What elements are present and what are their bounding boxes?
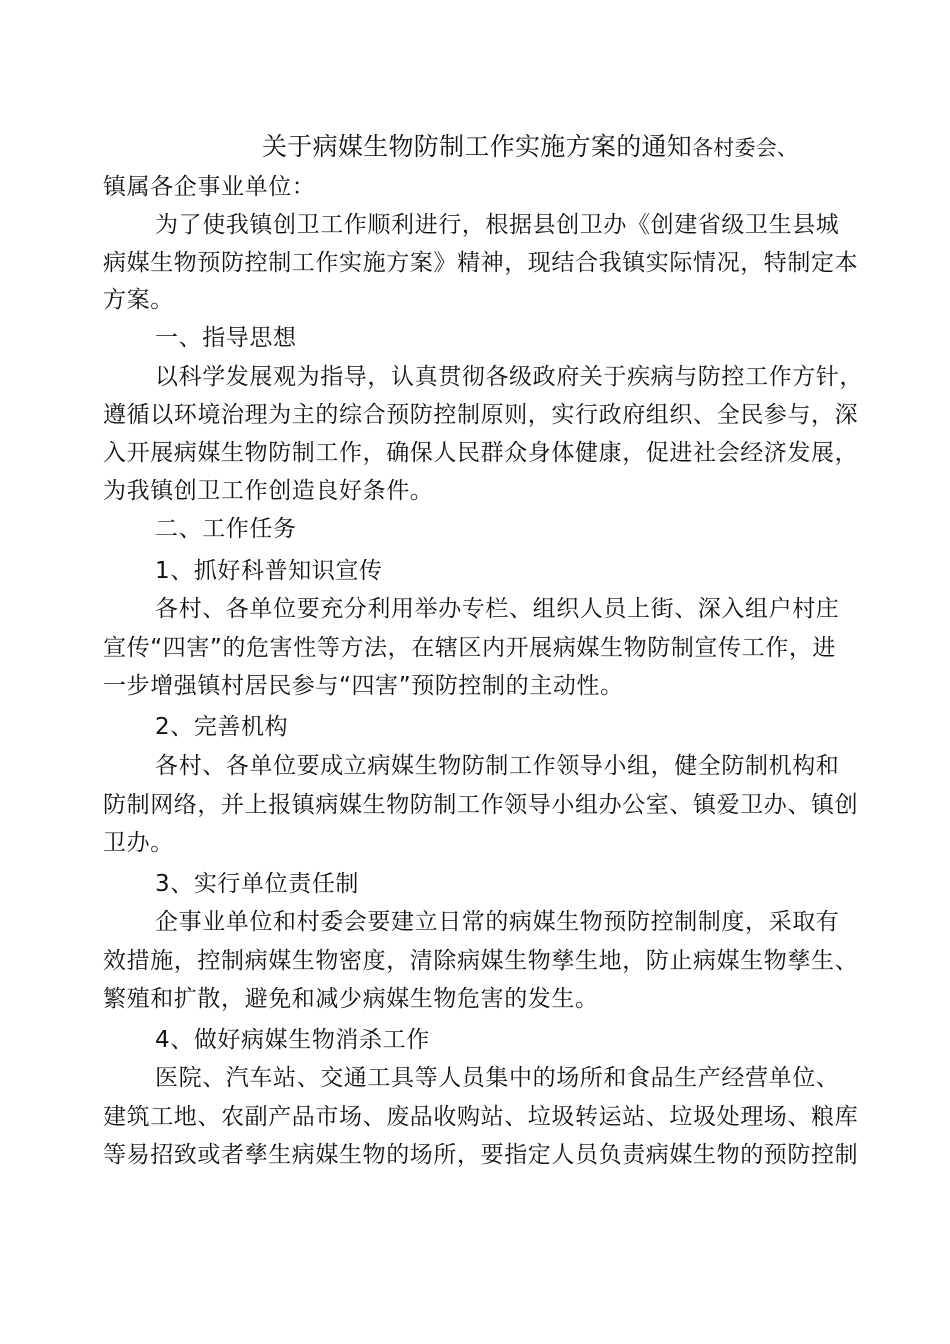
body-line: 宣传“四害”的危害性等方法，在辖区内开展病媒生物防制宣传工作，进 — [103, 635, 837, 661]
body-line: 防制网络，并上报镇病媒生物防制工作领导小组办公室、镇爱卫办、镇创 — [103, 792, 859, 818]
body-line: 等易招致或者孳生病媒生物的场所，要指定人员负责病媒生物的预防控制 — [103, 1142, 859, 1168]
salutation-line: 镇属各企事业单位： — [103, 174, 316, 200]
body-line: 遵循以环境治理为主的综合预防控制原则，实行政府组织、全民参与，深 — [103, 402, 859, 428]
body-line: 入开展病媒生物防制工作，确保人民群众身体健康，促进社会经济发展， — [103, 440, 859, 466]
body-line: 医院、汽车站、交通工具等人员集中的场所和食品生产经营单位、 — [155, 1065, 840, 1091]
section-heading: 二、工作任务 — [155, 516, 297, 542]
document-title-line — [262, 131, 798, 166]
body-line: 为我镇创卫工作创造良好条件。 — [103, 478, 434, 504]
subsection-heading: 1、抓好科普知识宣传 — [155, 558, 383, 584]
body-line: 各村、各单位要成立病媒生物防制工作领导小组，健全防制机构和 — [155, 753, 840, 779]
document-title-tail: 各村委会、 — [692, 136, 799, 160]
document-title: 关于病媒生物防制工作实施方案的通知 — [262, 132, 693, 161]
subsection-heading: 2、完善机构 — [155, 714, 289, 740]
body-line: 卫办。 — [103, 830, 174, 856]
body-line: 效措施，控制病媒生物密度，清除病媒生物孳生地，防止病媒生物孳生、 — [103, 948, 859, 974]
body-line: 一步增强镇村居民参与“四害”预防控制的主动性。 — [103, 673, 624, 699]
body-line: 方案。 — [103, 287, 174, 313]
subsection-heading: 4、做好病媒生物消杀工作 — [155, 1027, 430, 1053]
subsection-heading: 3、实行单位责任制 — [155, 871, 360, 897]
body-line: 为了使我镇创卫工作顺利进行，根据县创卫办《创建省级卫生县城 — [155, 212, 840, 238]
body-line: 以科学发展观为指导，认真贯彻各级政府关于疾病与防控工作方针， — [155, 364, 863, 390]
body-line: 建筑工地、农副产品市场、废品收购站、垃圾转运站、垃圾处理场、粮库 — [103, 1104, 859, 1130]
section-heading: 一、指导思想 — [155, 325, 297, 351]
body-line: 病媒生物预防控制工作实施方案》精神，现结合我镇实际情况，特制定本 — [103, 250, 859, 276]
body-line: 各村、各单位要充分利用举办专栏、组织人员上街、深入组户村庄 — [155, 596, 840, 622]
body-line: 企事业单位和村委会要建立日常的病媒生物预防控制制度，采取有 — [155, 909, 840, 935]
body-line: 繁殖和扩散，避免和减少病媒生物危害的发生。 — [103, 986, 599, 1012]
